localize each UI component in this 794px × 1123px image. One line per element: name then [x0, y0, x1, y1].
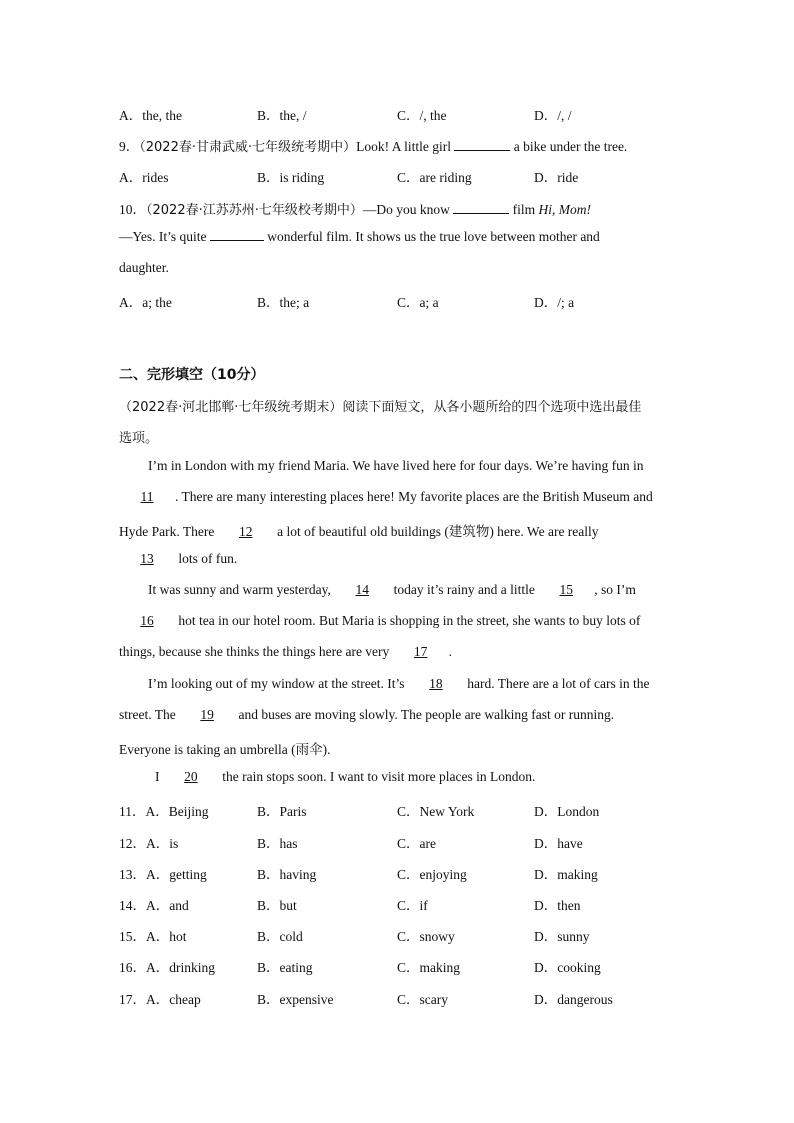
- question-option-d: D．then: [534, 898, 581, 913]
- q9-text-before: Look! A little girl: [356, 139, 451, 154]
- q8-option-c: C．/, the: [397, 108, 447, 123]
- question-option-c: C．snowy: [397, 929, 455, 944]
- passage-text: today it’s rainy and a little: [393, 582, 535, 597]
- passage-line: I’m in London with my friend Maria. We have lived here for four days. We’re having fun in: [148, 458, 644, 473]
- question-number: 13．: [119, 867, 146, 882]
- q9-option-b: B．is riding: [257, 170, 325, 185]
- section-intro-line-2: 选项。: [119, 431, 159, 446]
- q10-option-d: D．/; a: [534, 295, 575, 310]
- passage-text: lots of fun.: [178, 551, 238, 566]
- passage-text: hard. There are a lot of cars in the: [467, 676, 650, 691]
- passage-line: [119, 551, 237, 567]
- question-option-a: 15．A．hot: [119, 929, 187, 944]
- passage-line: [119, 489, 653, 505]
- passage-line: [119, 707, 614, 723]
- passage-text: street. The: [119, 707, 176, 722]
- q10-text-after: film: [512, 202, 536, 217]
- question-option-c: C．making: [397, 960, 460, 975]
- passage-line: Everyone is taking an umbrella (雨伞).: [119, 742, 331, 757]
- question-option-a: 17．A．cheap: [119, 992, 201, 1007]
- question-option-c: C．are: [397, 836, 436, 851]
- q8-option-b: B．the, /: [257, 108, 307, 123]
- q10-blank-2: [210, 229, 264, 241]
- passage-text: .: [448, 644, 453, 659]
- q10-option-a: A．a; the: [119, 295, 172, 310]
- blank-11: 11: [140, 489, 154, 504]
- question-option-b: B．expensive: [257, 992, 334, 1007]
- question-number: 11．: [119, 804, 146, 819]
- passage-line: [148, 582, 636, 598]
- q10-line-2: [119, 229, 600, 245]
- passage-line: [119, 613, 640, 629]
- section-heading: 二、完形填空（10分）: [119, 367, 265, 383]
- blank-17: 17: [413, 644, 428, 659]
- q9-option-c: C．are riding: [397, 170, 472, 185]
- blank-20: 20: [184, 769, 198, 784]
- question-number: 16．: [119, 960, 146, 975]
- passage-text: I: [155, 769, 160, 784]
- question-option-c: C．New York: [397, 804, 475, 819]
- q8-option-a: A．the, the: [119, 108, 182, 123]
- q9-option-a: A．rides: [119, 170, 169, 185]
- question-option-a: 16．A．drinking: [119, 960, 215, 975]
- q10-source: （2022春·江苏苏州·七年级校考期中）: [146, 203, 363, 218]
- q9-source: （2022春·甘肃武威·七年级统考期中）: [139, 140, 357, 155]
- blank-15: 15: [559, 582, 574, 597]
- blank-18: 18: [429, 676, 443, 691]
- q10-line2-after: wonderful film. It shows us the true love between mother and: [267, 229, 600, 244]
- q9-number: 9．: [119, 139, 140, 154]
- question-number: 12．: [119, 836, 146, 851]
- question-option-d: D．making: [534, 867, 598, 882]
- question-option-a: 11．A．Beijing: [119, 804, 209, 819]
- question-number: 15．: [119, 929, 146, 944]
- passage-text: things, because she thinks the things here are very: [119, 644, 390, 659]
- q9-stem: [119, 135, 627, 155]
- q10-text-before: —Do you know: [362, 202, 450, 217]
- question-option-c: C．enjoying: [397, 867, 467, 882]
- passage-text: Hyde Park. There: [119, 524, 215, 539]
- q10-option-b: B．the; a: [257, 295, 310, 310]
- q10-option-c: C．a; a: [397, 295, 439, 310]
- passage-text: . There are many interesting places here! My favorite places are the British Museum and: [175, 489, 653, 504]
- q9-text-after: a bike under the tree.: [513, 139, 628, 154]
- passage-text: I’m looking out of my window at the street. It’s: [148, 676, 405, 691]
- question-option-b: B．Paris: [257, 804, 307, 819]
- question-option-a: 12．A．is: [119, 836, 179, 851]
- passage-line: [119, 644, 452, 660]
- blank-12: 12: [238, 524, 253, 539]
- question-number: 17．: [119, 992, 146, 1007]
- passage-line: [119, 520, 599, 540]
- passage-line: [155, 769, 535, 785]
- question-option-b: B．has: [257, 836, 298, 851]
- question-option-d: D．dangerous: [534, 992, 613, 1007]
- question-option-c: C．if: [397, 898, 428, 913]
- question-option-c: C．scary: [397, 992, 448, 1007]
- blank-16: 16: [140, 613, 154, 628]
- question-option-b: B．but: [257, 898, 297, 913]
- passage-text: , so I’m: [594, 582, 636, 597]
- question-option-a: 13．A．getting: [119, 867, 207, 882]
- q10-number: 10．: [119, 202, 146, 217]
- q10-blank-1: [453, 202, 509, 214]
- section-intro-line-1: （2022春·河北邯郸·七年级统考期末）阅读下面短文，从各小题所给的四个选项中选出最佳: [119, 400, 642, 415]
- question-option-b: B．having: [257, 867, 317, 882]
- question-option-d: D．London: [534, 804, 600, 819]
- blank-13: 13: [140, 551, 154, 566]
- passage-line: [148, 676, 650, 692]
- passage-text: a lot of beautiful old buildings (建筑物) here. We are really: [277, 524, 599, 539]
- q8-option-d: D．/, /: [534, 108, 572, 123]
- question-option-b: B．cold: [257, 929, 303, 944]
- question-option-d: D．cooking: [534, 960, 601, 975]
- q9-option-d: D．ride: [534, 170, 579, 185]
- q10-line2-before: —Yes. It’s quite: [119, 229, 207, 244]
- question-option-d: D．have: [534, 836, 583, 851]
- question-option-b: B．eating: [257, 960, 313, 975]
- q9-blank: [454, 139, 510, 151]
- passage-text: It was sunny and warm yesterday,: [148, 582, 331, 597]
- blank-19: 19: [200, 707, 214, 722]
- q10-stem: [119, 198, 591, 218]
- passage-text: the rain stops soon. I want to visit more places in London.: [222, 769, 536, 784]
- question-option-a: 14．A．and: [119, 898, 189, 913]
- q10-film-title: Hi, Mom!: [538, 202, 591, 217]
- question-number: 14．: [119, 898, 146, 913]
- blank-14: 14: [355, 582, 369, 597]
- question-option-d: D．sunny: [534, 929, 590, 944]
- passage-text: and buses are moving slowly. The people are walking fast or running.: [238, 707, 615, 722]
- passage-text: hot tea in our hotel room. But Maria is shopping in the street, she wants to buy lots of: [178, 613, 641, 628]
- q10-line-3: daughter.: [119, 260, 169, 275]
